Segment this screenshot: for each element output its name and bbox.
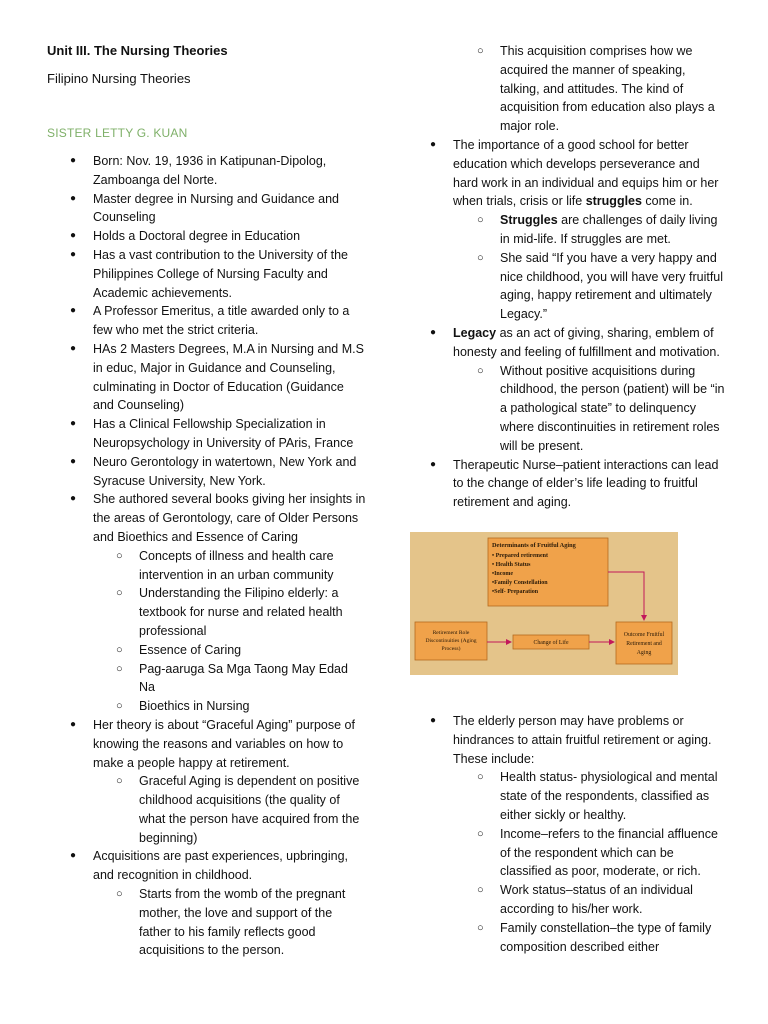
bullet-text: Family constellation–the type of family composition described either — [500, 920, 712, 954]
determinant-item: •Income — [492, 571, 514, 577]
bullet-text: are challenges of daily living in mid-life. If struggles are met. — [500, 213, 718, 246]
outcome-line: Aging — [636, 650, 652, 656]
bullet-text: She authored several books giving her insights in the areas of Gerontology, care of Older Persons and Bioethics and Essence of Caring — [93, 492, 366, 544]
bullet-circle-icon: ○ — [116, 700, 123, 713]
bullet-text: Has a Clinical Fellowship Specialization in Neuropsychology in University of PAris, France — [93, 417, 354, 450]
bullet-dot-icon: ● — [430, 715, 437, 726]
bullet-item — [47, 415, 367, 453]
bullet-circle-icon: ○ — [477, 364, 484, 377]
bullet-dot-icon: ● — [70, 305, 77, 317]
outcome-line: Retirement and — [626, 641, 662, 647]
bullet-text: Neuro Gerontology in watertown, New York and Syracuse University, New York. — [93, 454, 357, 488]
bullet-text: Acquisitions are past experiences, upbringing, and recognition in childhood. — [93, 849, 349, 883]
bullet-circle-icon: ○ — [477, 251, 484, 264]
bullet-item — [47, 847, 367, 885]
bullet-circle-icon: ○ — [116, 643, 123, 656]
bullet-bold-term: Struggles — [500, 213, 558, 228]
bullet-text: Health status- physiological and mental state of the respondents, classified as either sickly or healthy. — [500, 770, 718, 822]
bullet-circle-icon: ○ — [116, 888, 123, 901]
bullet-circle-icon: ○ — [116, 549, 123, 562]
bullet-item — [410, 324, 725, 362]
bullet-text: Master degree in Nursing and Guidance and Counseling — [93, 191, 339, 225]
bullet-text: Graceful Aging is dependent on positive childhood acquisitions (the quality of what the person have acquired from the beginning) — [139, 774, 360, 845]
author-heading: SISTER LETTY G. KUAN — [47, 126, 188, 140]
bullet-text: She said “If you have a very happy and nice childhood, you will have very fruitful aging, happy retirement and ultimately Legacy.” — [500, 250, 724, 322]
bullet-item — [47, 227, 367, 246]
bullet-text: Income–refers to the financial affluence of the respondent which can be classified as poor, moderate, or rich. — [500, 826, 718, 879]
bullet-item — [410, 456, 725, 512]
fruitful-aging-diagram — [410, 532, 678, 675]
determinant-item: • Health Status — [492, 562, 531, 568]
bullet-dot-icon: ● — [70, 455, 77, 467]
bullet-dot-icon: ● — [70, 155, 77, 166]
section-subtitle: Filipino Nursing Theories — [47, 71, 191, 86]
retirement-role-line: Retirement Role — [432, 630, 470, 636]
bullet-item — [47, 340, 367, 415]
bullet-text: This acquisition comprises how we acquired the manner of speaking, talking, and attitudes. The kind of acquisition from education also plays a major role. — [500, 44, 715, 134]
bullet-circle-icon: ○ — [116, 775, 123, 788]
sub-bullet-item — [410, 768, 725, 824]
bullet-circle-icon: ○ — [477, 214, 484, 227]
bullet-circle-icon: ○ — [116, 662, 123, 675]
sub-bullet-item — [410, 42, 725, 136]
bullet-text: Understanding the Filipino elderly: a textbook for nurse and related health professional — [139, 586, 343, 638]
bullet-text: HAs 2 Masters Degrees, M.A in Nursing and M.S in educ, Major in Guidance and Counseling, culminating in Doctor of Education (Guidance and Counseling) — [93, 341, 364, 413]
bullet-text: Holds a Doctoral degree in Education — [93, 229, 301, 244]
bullet-item — [47, 490, 367, 546]
bullet-circle-icon: ○ — [477, 827, 484, 840]
bullet-item — [410, 136, 725, 211]
sub-bullet-item — [47, 660, 367, 698]
bullet-text: Without positive acquisitions during childhood, the person (patient) will be “in a pathological state” to delinquency where discontinuities in retirement roles will be present. — [500, 363, 725, 453]
bullet-item — [47, 190, 367, 228]
bullet-circle-icon: ○ — [477, 771, 484, 784]
bullet-text: Born: Nov. 19, 1936 in Katipunan-Dipolog, Zamboanga del Norte. — [93, 154, 327, 187]
sub-bullet-item — [410, 211, 725, 249]
bullet-dot-icon: ● — [70, 493, 77, 505]
retirement-role-line: Process) — [441, 646, 461, 652]
bullet-text: Essence of Caring — [139, 642, 242, 657]
determinants-title: Determinants of Fruitful Aging — [492, 542, 576, 549]
change-of-life-label: Change of Life — [533, 640, 569, 646]
bullet-text: A Professor Emeritus, a title awarded only to a few who met the strict criteria. — [93, 304, 350, 338]
bullet-circle-icon: ○ — [477, 45, 484, 57]
outcome-line: Outcome Fruitful — [623, 632, 665, 638]
bullet-item — [47, 302, 367, 340]
bullet-dot-icon: ● — [70, 342, 77, 354]
sub-bullet-item — [47, 547, 367, 585]
right-bullet-list-bottom — [410, 712, 725, 956]
left-bullet-list — [47, 152, 367, 960]
bullet-bold-term: struggles — [585, 194, 642, 209]
right-bullet-list-top — [410, 42, 725, 512]
bullet-dot-icon: ● — [70, 850, 77, 862]
bullet-text: as an act of giving, sharing, emblem of honesty and feeling of fulfillment and motivation. — [453, 325, 720, 359]
determinant-item: •Self- Preparation — [492, 589, 539, 595]
bullet-dot-icon: ● — [70, 248, 77, 260]
retirement-role-line: Discontinuities (Aging — [425, 638, 477, 644]
sub-bullet-item — [410, 362, 725, 456]
bullet-text: Work status–status of an individual according to his/her work. — [500, 883, 693, 916]
sub-bullet-item — [47, 697, 367, 716]
determinant-item: •Family Constellation — [492, 580, 548, 586]
bullet-item — [47, 152, 367, 190]
bullet-bold-term: Legacy — [453, 325, 497, 340]
bullet-text: Therapeutic Nurse–patient interactions can lead to the change of elder’s life leading to fruitful retirement and aging. — [453, 457, 719, 510]
sub-bullet-item — [47, 584, 367, 640]
bullet-text: Concepts of illness and health care intervention in an urban community — [139, 548, 334, 582]
bullet-text: Starts from the womb of the pregnant mother, the love and support of the father to his family reflects good acquisitions to the person. — [139, 887, 346, 958]
bullet-circle-icon: ○ — [116, 587, 123, 600]
bullet-dot-icon: ● — [430, 458, 437, 470]
sub-bullet-item — [47, 885, 367, 960]
bullet-circle-icon: ○ — [477, 921, 484, 934]
bullet-dot-icon: ● — [70, 230, 77, 242]
bullet-dot-icon: ● — [70, 718, 77, 730]
bullet-text: Bioethics in Nursing — [139, 699, 250, 714]
bullet-item — [47, 716, 367, 772]
sub-bullet-item — [410, 919, 725, 957]
sub-bullet-item — [410, 881, 725, 919]
sub-bullet-item — [47, 641, 367, 660]
bullet-text: come in. — [641, 194, 693, 209]
bullet-item — [47, 453, 367, 491]
bullet-text: The importance of a good school for better education which develops perseverance and hard work in an individual and equips him or her when trials, crisis or life — [453, 137, 719, 209]
bullet-text: Has a vast contribution to the University of the Philippines College of Nursing Faculty and Academic achievements. — [93, 247, 348, 300]
bullet-item — [47, 246, 367, 302]
sub-bullet-item — [410, 825, 725, 881]
bullet-item — [410, 712, 725, 768]
sub-bullet-item — [47, 772, 367, 847]
bullet-text: The elderly person may have problems or hindrances to attain fruitful retirement or aging. These include: — [453, 714, 712, 766]
bullet-dot-icon: ● — [70, 192, 77, 204]
bullet-circle-icon: ○ — [477, 884, 484, 897]
bullet-text: Pag-aaruga Sa Mga Taong May Edad Na — [139, 661, 348, 695]
sub-bullet-item — [410, 249, 725, 324]
bullet-text: Her theory is about “Graceful Aging” purpose of knowing the reasons and variables on how to make a people happy at retirement. — [93, 717, 355, 770]
bullet-dot-icon: ● — [70, 418, 77, 430]
unit-title: Unit III. The Nursing Theories — [47, 43, 228, 58]
bullet-dot-icon: ● — [430, 138, 437, 150]
determinant-item: • Prepared retirement — [492, 553, 548, 559]
bullet-dot-icon: ● — [430, 326, 437, 338]
